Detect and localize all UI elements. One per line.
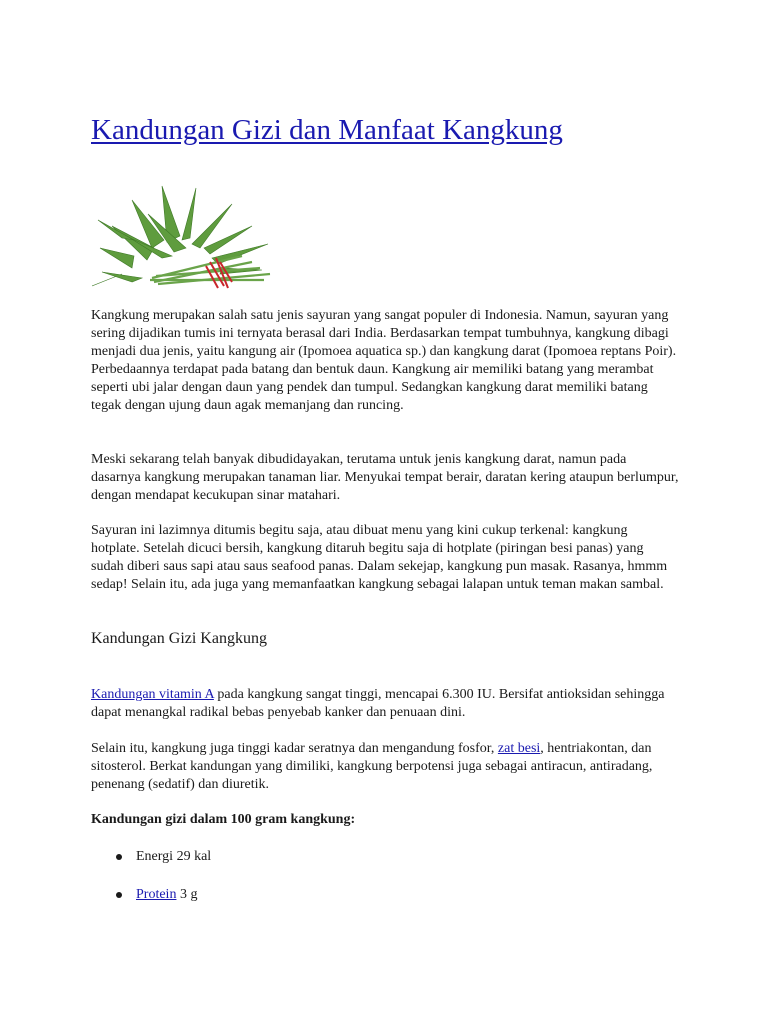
bullet-icon: [116, 892, 122, 898]
vitamin-a-link[interactable]: Kandungan vitamin A: [91, 687, 214, 702]
paragraph-habitat: Meski sekarang telah banyak dibudidayakan, terutama untuk jenis kangkung darat, namun pada dasarnya kangkung merupakan tanaman liar. Menyukai tempat berair, daratan kering ataupun berlumpur, dengan mendapat kecukupan sinar matahari.: [91, 452, 679, 503]
paragraph-intro: Kangkung merupakan salah satu jenis sayuran yang sangat populer di Indonesia. Namun, sayuran yang sering dijadikan tumis ini ternyata berasal dari India. Berdasarkan tempat tumbuhnya, kangkung dibagi menjadi dua jenis, yaitu kangung air (Ipomoea aquatica sp.) dan kangkung darat (Ipomoea reptans Poir). Perbedaannya terdapat pada batang dan bentuk daun. Kangkung air memiliki batang yang merambat seperti ubi jalar dengan daun yang pendek dan tumpul. Sedangkan kangkung darat memiliki batang tegak dengan ujung daun agak memanjang dan runcing.: [91, 308, 677, 413]
paragraph-fiber: [91, 740, 679, 794]
fiber-text-after: , hentriakontan, dan sitosterol. Berkat kandungan yang dimiliki, kangkung berpotensi juga sebagai antiracun, antiradang, penenang (sedatif) dan diuretik.: [91, 741, 653, 792]
list-item-text: 3 g: [176, 887, 198, 902]
nutrition-heading: Kandungan gizi dalam 100 gram kangkung:: [91, 812, 356, 827]
list-item: [91, 886, 211, 904]
article-title: [91, 112, 563, 148]
nutrition-list: [91, 848, 211, 924]
protein-link[interactable]: Protein: [136, 887, 177, 902]
vitamin-text: pada kangkung sangat tinggi, mencapai 6.300 IU. Bersifat antioksidan sehingga dapat menangkal radikal bebas penyebab kanker dan penuaan dini.: [91, 687, 665, 720]
list-item: [91, 848, 211, 866]
bullet-icon: [116, 854, 122, 860]
list-item-text: Energi 29 kal: [136, 849, 212, 864]
kangkung-bunch-image: [92, 178, 276, 292]
article-title-link[interactable]: Kandungan Gizi dan Manfaat Kangkung: [91, 114, 563, 146]
paragraph-vitamin: [91, 686, 679, 722]
section-heading: Kandungan Gizi Kangkung: [91, 630, 267, 647]
zat-besi-link[interactable]: zat besi: [497, 741, 541, 756]
paragraph-cooking: Sayuran ini lazimnya ditumis begitu saja, atau dibuat menu yang kini cukup terkenal: kangkung hotplate. Setelah dicuci bersih, kangkung ditaruh begitu saja di hotplate (piringan besi panas) yang sudah diberi saus sapi atau saus seafood panas. Dalam sekejap, kangkung pun masak. Rasanya, hmmm sedap! Selain itu, ada juga yang memanfaatkan kangkung sebagai lalapan untuk teman makan sambal.: [91, 523, 668, 592]
fiber-text-before: Selain itu, kangkung juga tinggi kadar seratnya dan mengandung fosfor,: [91, 741, 498, 756]
